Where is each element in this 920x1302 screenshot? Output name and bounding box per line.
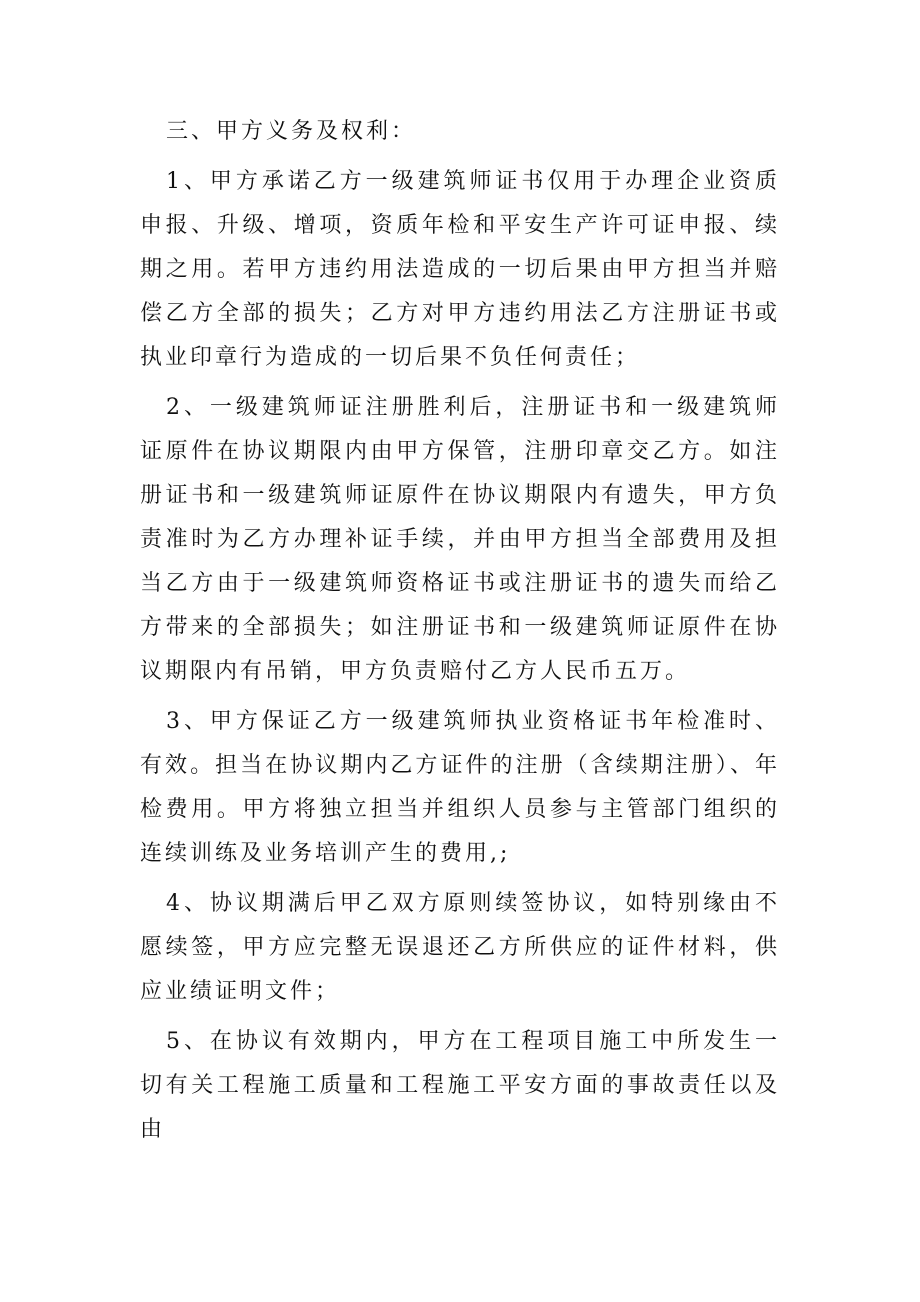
- paragraph-2: 2、一级建筑师证注册胜利后，注册证书和一级建筑师证原件在协议期限内由甲方保管，注册印章交乙方。如注册证书和一级建筑师证原件在协议期限内有遗失，甲方负责准时为乙方办理补证手续，并由甲方担当全部费用及担当乙方由于一级建筑师资格证书或注册证书的遗失而给乙方带来的全部损失；如注册证书和一级建筑师证原件在协议期限内有吊销，甲方负责赔付乙方人民币五万。: [140, 395, 780, 684]
- paragraph-4: 4、协议期满后甲乙双方原则续签协议，如特别缘由不愿续签，甲方应完整无误退还乙方所供应的证件材料，供应业绩证明文件；: [140, 891, 780, 1004]
- paragraph-1: 1、甲方承诺乙方一级建筑师证书仅用于办理企业资质申报、升级、增项，资质年检和平安生产许可证申报、续期之用。若甲方违约用法造成的一切后果由甲方担当并赔偿乙方全部的损失；乙方对甲方违约用法乙方注册证书或执业印章行为造成的一切后果不负任何责任；: [140, 169, 780, 370]
- section-heading: 三、甲方义务及权利：: [166, 119, 417, 144]
- paragraph-5: 5、在协议有效期内，甲方在工程项目施工中所发生一切有关工程施工质量和工程施工平安方面的事故责任以及由: [140, 1029, 780, 1142]
- paragraph-3: 3、甲方保证乙方一级建筑师执业资格证书年检准时、有效。担当在协议期内乙方证件的注册（含续期注册）、年检费用。甲方将独立担当并组织人员参与主管部门组织的连续训练及业务培训产生的费用,;: [140, 709, 780, 866]
